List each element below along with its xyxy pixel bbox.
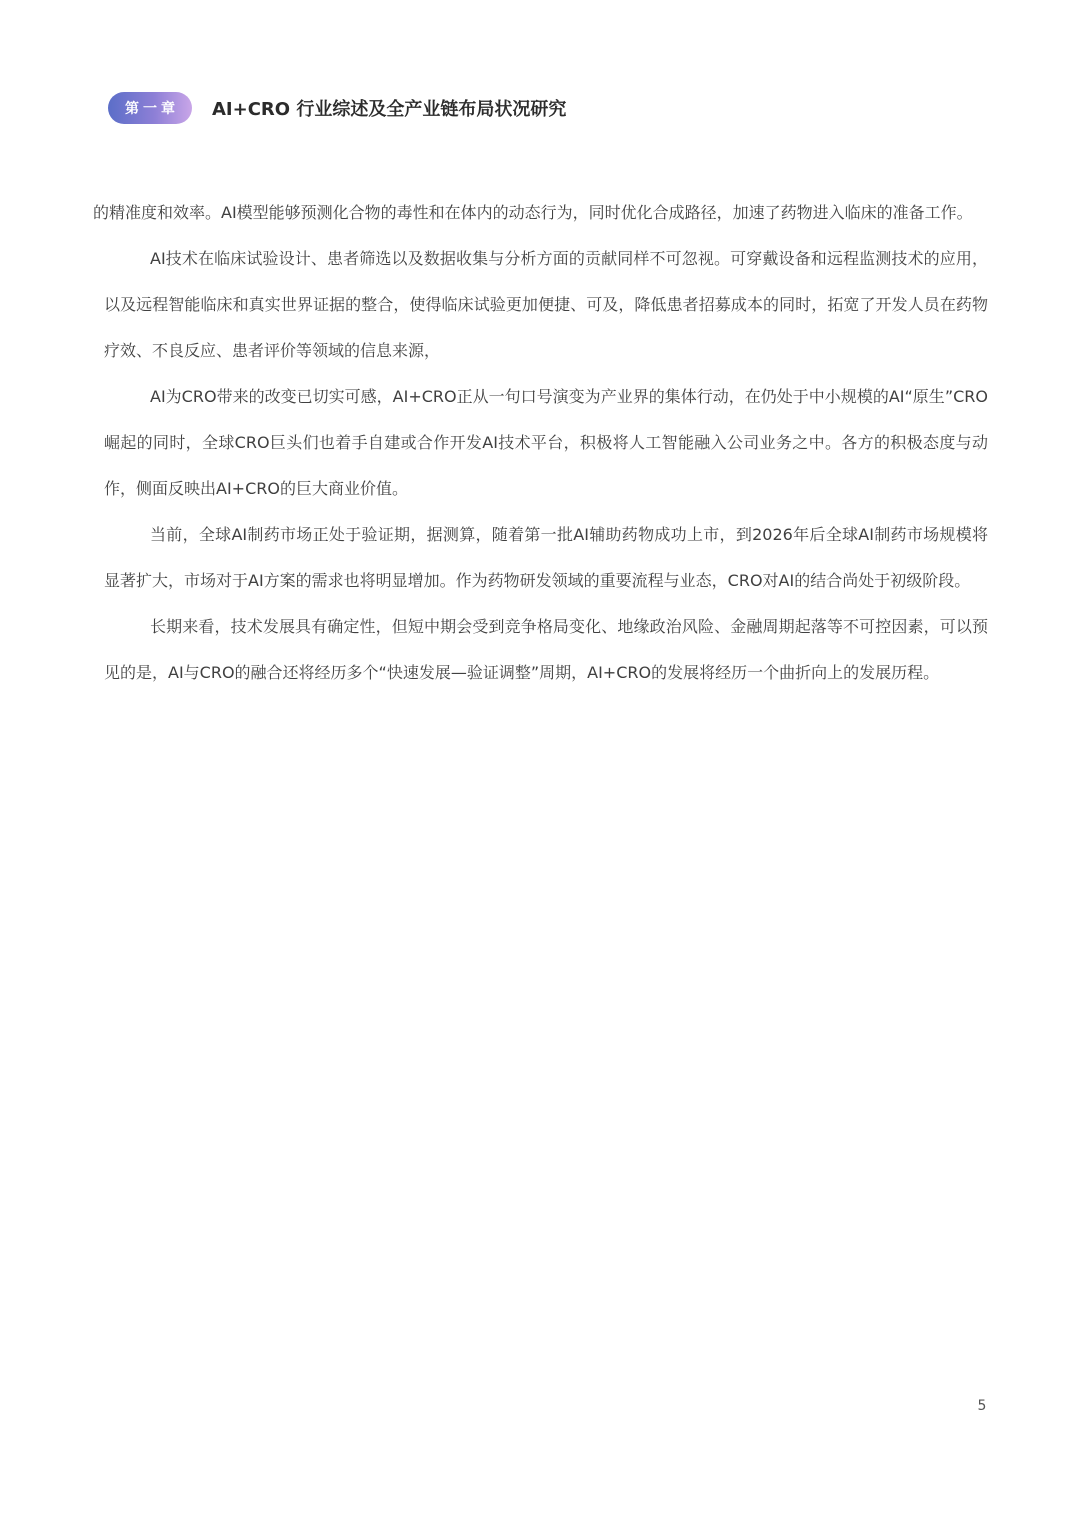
paragraph: AI为CRO带来的改变已切实可感，AI+CRO正从一句口号演变为产业界的集体行动，在仍处于中小规模的AI“原生”CRO崛起的同时，全球CRO巨头们也着手自建或合作开发AI技术平台，积极将人工智能融入公司业务之中。各方的积极态度与动作，侧面反映出AI+CRO的巨大商业价值。 xyxy=(104,387,988,498)
paragraph: AI技术在临床试验设计、患者筛选以及数据收集与分析方面的贡献同样不可忽视。可穿戴设备和远程监测技术的应用，以及远程智能临床和真实世界证据的整合，使得临床试验更加便捷、可及，降低患者招募成本的同时，拓宽了开发人员在药物疗效、不良反应、患者评价等领域的信息来源， xyxy=(104,249,988,360)
body-text xyxy=(93,190,988,696)
paragraph: 当前，全球AI制药市场正处于验证期，据测算，随着第一批AI辅助药物成功上市，到2026年后全球AI制药市场规模将显著扩大，市场对于AI方案的需求也将明显增加。作为药物研发领域的重要流程与业态，CRO对AI的结合尚处于初级阶段。 xyxy=(104,525,988,590)
chapter-badge: 第一章 xyxy=(108,92,192,124)
chapter-header xyxy=(108,91,566,125)
chapter-title: AI+CRO 行业综述及全产业链布局状况研究 xyxy=(212,99,567,120)
page-number: 5 xyxy=(977,1398,987,1414)
paragraph: 长期来看，技术发展具有确定性，但短中期会受到竞争格局变化、地缘政治风险、金融周期起落等不可控因素，可以预见的是，AI与CRO的融合还将经历多个“快速发展—验证调整”周期，AI+CRO的发展将经历一个曲折向上的发展历程。 xyxy=(104,617,988,682)
paragraph-continued: 的精准度和效率。AI模型能够预测化合物的毒性和在体内的动态行为，同时优化合成路径，加速了药物进入临床的准备工作。 xyxy=(93,203,973,222)
